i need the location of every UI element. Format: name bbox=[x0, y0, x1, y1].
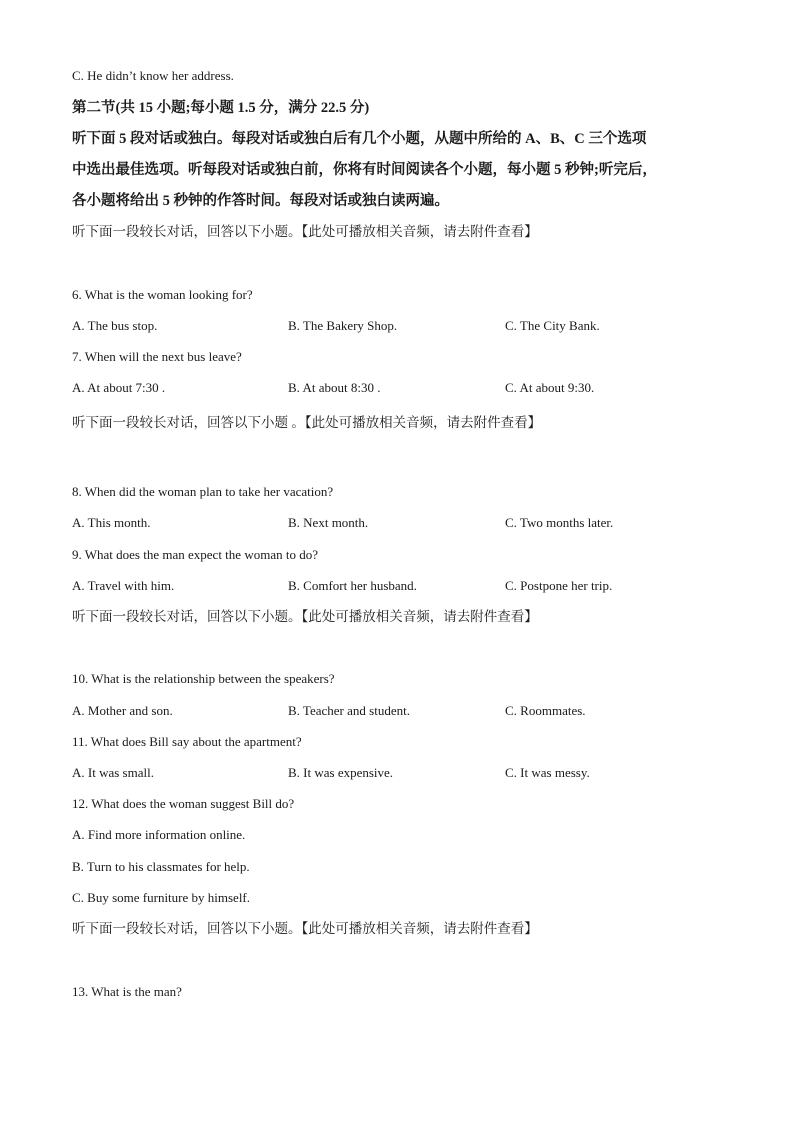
q12-option-c: C. Buy some furniture by himself. bbox=[72, 890, 251, 905]
audio-note: 听下面一段较长对话，回答以下小题。【此处可播放相关音频，请去附件查看】 bbox=[72, 921, 538, 936]
q11-option-a: A. It was small. bbox=[72, 765, 154, 780]
instructions-line-3: 各小题将给出 5 秒钟的作答时间。每段对话或独白读两遍。 bbox=[72, 193, 449, 209]
q12-option-b: B. Turn to his classmates for help. bbox=[72, 859, 250, 874]
q10-option-c: C. Roommates. bbox=[505, 703, 586, 718]
q6-option-c: C. The City Bank. bbox=[505, 318, 600, 333]
question-8: 8. When did the woman plan to take her vacation? bbox=[72, 484, 334, 499]
q7-option-c: C. At about 9:30. bbox=[505, 380, 595, 395]
q7-option-a: A. At about 7:30 . bbox=[72, 380, 166, 395]
question-11: 11. What does Bill say about the apartment? bbox=[72, 734, 302, 749]
q8-option-a: A. This month. bbox=[72, 515, 151, 530]
question-10: 10. What is the relationship between the speakers? bbox=[72, 671, 335, 686]
q11-option-b: B. It was expensive. bbox=[288, 765, 394, 780]
audio-note: 听下面一段较长对话，回答以下小题。【此处可播放相关音频，请去附件查看】 bbox=[72, 609, 538, 624]
q6-option-b: B. The Bakery Shop. bbox=[288, 318, 398, 333]
q7-option-b: B. At about 8:30 . bbox=[288, 380, 381, 395]
instructions-line-2: 中选出最佳选项。听每段对话或独白前，你将有时间阅读各个小题，每小题 5 秒钟;听完后， bbox=[72, 162, 657, 178]
q8-option-c: C. Two months later. bbox=[505, 515, 614, 530]
q9-option-b: B. Comfort her husband. bbox=[288, 578, 417, 593]
question-6: 6. What is the woman looking for? bbox=[72, 287, 253, 302]
question-9: 9. What does the man expect the woman to do? bbox=[72, 547, 318, 562]
section-heading: 第二节(共 15 小题;每小题 1.5 分，满分 22.5 分) bbox=[72, 100, 370, 116]
question-12: 12. What does the woman suggest Bill do? bbox=[72, 796, 295, 811]
audio-note: 听下面一段较长对话，回答以下小题。【此处可播放相关音频，请去附件查看】 bbox=[72, 224, 538, 239]
q9-option-c: C. Postpone her trip. bbox=[505, 578, 613, 593]
question-13: 13. What is the man? bbox=[72, 984, 182, 999]
q5-option-c: C. He didn’t know her address. bbox=[72, 68, 234, 83]
q8-option-b: B. Next month. bbox=[288, 515, 369, 530]
question-7: 7. When will the next bus leave? bbox=[72, 349, 242, 364]
q11-option-c: C. It was messy. bbox=[505, 765, 590, 780]
q10-option-a: A. Mother and son. bbox=[72, 703, 173, 718]
q6-option-a: A. The bus stop. bbox=[72, 318, 158, 333]
q10-option-b: B. Teacher and student. bbox=[288, 703, 410, 718]
instructions-line-1: 听下面 5 段对话或独白。每段对话或独白后有几个小题，从题中所给的 A、B、C 三个选项 bbox=[72, 131, 647, 147]
q9-option-a: A. Travel with him. bbox=[72, 578, 175, 593]
audio-note: 听下面一段较长对话，回答以下小题 。【此处可播放相关音频，请去附件查看】 bbox=[72, 415, 542, 430]
q12-option-a: A. Find more information online. bbox=[72, 827, 246, 842]
